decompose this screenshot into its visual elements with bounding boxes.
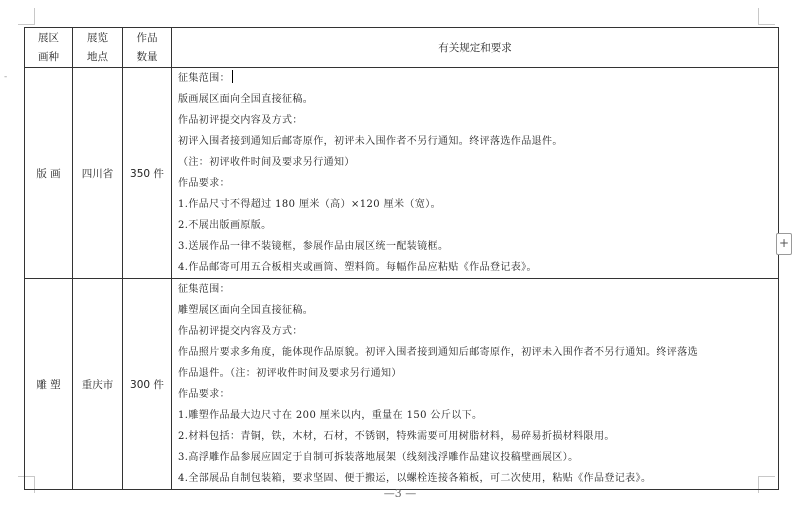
table-row <box>25 68 779 279</box>
row-requirements[interactable] <box>172 279 779 490</box>
header-region: 展区 画种 <box>25 28 73 68</box>
requirement-line[interactable]: 作品照片要求多角度，能体现作品原貌。初评入围者接到通知后邮寄原作，初评未入围作者不另行通知。终评落选 <box>178 347 698 358</box>
header-count: 作品 数量 <box>123 28 172 68</box>
requirements-table <box>24 27 779 490</box>
requirement-line[interactable]: 3.高浮雕作品参展应固定于自制可拆装落地展架（线刻浅浮雕作品建议投稿壁画展区）。 <box>178 452 579 463</box>
expand-plus-button[interactable]: + <box>776 233 792 255</box>
requirement-line[interactable]: 4.作品邮寄可用五合板相夹或画筒、塑料筒。每幅作品应粘贴《作品登记表》。 <box>178 262 537 273</box>
row-venue: 四川省 <box>73 68 123 279</box>
requirement-line[interactable]: 作品要求： <box>178 389 230 400</box>
margin-marker: - <box>4 72 8 82</box>
requirement-line[interactable]: 作品初评提交内容及方式： <box>178 326 303 337</box>
requirement-line[interactable]: 版画展区面向全国直接征稿。 <box>178 94 314 105</box>
table-header-row <box>25 28 779 68</box>
requirement-line[interactable]: 1.雕塑作品最大边尺寸在 200 厘米以内，重量在 150 公斤以下。 <box>178 410 483 421</box>
row-region: 雕 塑 <box>25 279 73 490</box>
row-venue: 重庆市 <box>73 279 123 490</box>
requirement-line[interactable]: 作品退件。（注：初评收件时间及要求另行通知） <box>178 368 402 379</box>
crop-mark-top-right <box>758 8 775 25</box>
requirement-line[interactable]: 雕塑展区面向全国直接征稿。 <box>178 305 314 316</box>
row-requirements[interactable] <box>172 68 779 279</box>
requirement-line[interactable]: 4.全部展品自制包装箱，要求坚固、便于搬运，以螺栓连接各箱板，可二次使用，粘贴《作品登记表》。 <box>178 473 652 484</box>
text-cursor <box>232 70 233 83</box>
requirement-line[interactable]: 征集范围： <box>178 284 230 295</box>
header-venue: 展览 地点 <box>73 28 123 68</box>
row-region: 版 画 <box>25 68 73 279</box>
requirement-line[interactable]: （注：初评收件时间及要求另行通知） <box>178 157 355 168</box>
requirement-line[interactable]: 1.作品尺寸不得超过 180 厘米（高）×120 厘米（宽）。 <box>178 199 442 210</box>
requirement-line[interactable]: 作品初评提交内容及方式： <box>178 115 303 126</box>
page-number: —3 — <box>383 487 417 500</box>
crop-mark-top-left <box>18 8 35 25</box>
requirement-line[interactable]: 作品要求： <box>178 178 230 189</box>
requirement-line[interactable]: 征集范围： <box>178 68 774 89</box>
row-count: 300 件 <box>123 279 172 490</box>
row-count: 350 件 <box>123 68 172 279</box>
table-row <box>25 279 779 490</box>
requirement-line[interactable]: 初评入围者接到通知后邮寄原作，初评未入围作者不另行通知。终评落选作品退件。 <box>178 136 563 147</box>
requirement-line[interactable]: 2.材料包括：青铜，铁，木材，石材，不锈钢，特殊需要可用树脂材料，易碎易折损材料限用。 <box>178 431 615 442</box>
requirement-line[interactable]: 2.不展出版画原版。 <box>178 220 272 231</box>
header-requirements: 有关规定和要求 <box>172 28 779 68</box>
requirement-line[interactable]: 3.送展作品一律不装镜框，参展作品由展区统一配装镜框。 <box>178 241 449 252</box>
